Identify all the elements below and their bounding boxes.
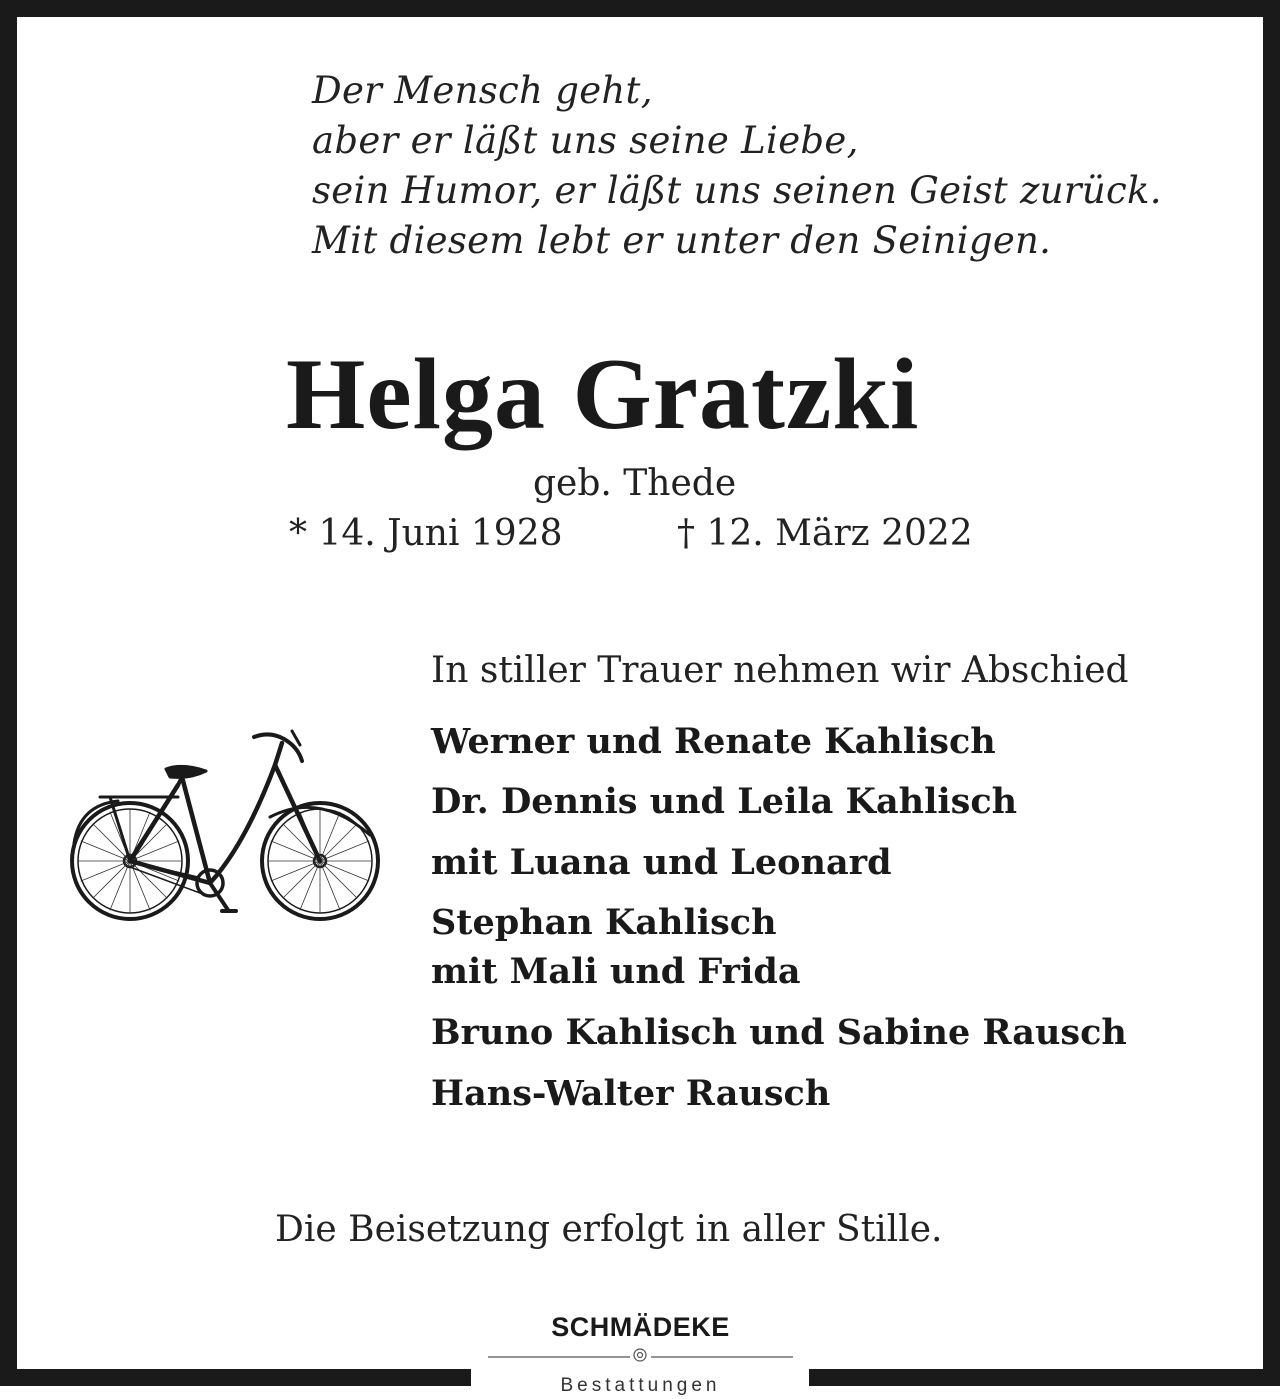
mourner-name: Werner und Renate Kahlisch xyxy=(431,721,996,762)
funeral-note: Die Beisetzung erfolgt in aller Stille. xyxy=(275,1209,943,1250)
deceased-name: Helga Gratzki xyxy=(286,338,920,451)
border-right xyxy=(1263,0,1280,1386)
poem-line: Der Mensch geht, xyxy=(312,69,653,112)
memorial-poem xyxy=(312,66,1162,266)
maiden-name: geb. Thede xyxy=(533,463,737,504)
death-date: † 12. März 2022 xyxy=(677,513,973,554)
mourner-name: Dr. Dennis und Leila Kahlisch xyxy=(431,781,1018,822)
mourner-name: Stephan Kahlisch xyxy=(431,902,777,943)
border-bottom-left xyxy=(0,1369,471,1386)
poem-line: aber er läßt uns seine Liebe, xyxy=(312,119,859,162)
funeral-home-subtitle: Bestattungen xyxy=(560,1375,721,1396)
poem-line: Mit diesem lebt er unter den Seinigen. xyxy=(312,219,1052,262)
mourner-name: Bruno Kahlisch und Sabine Rausch xyxy=(431,1012,1127,1053)
border-bottom-right xyxy=(809,1369,1280,1386)
border-left xyxy=(0,0,17,1386)
mourner-name: Hans-Walter Rausch xyxy=(431,1073,831,1114)
poem-line: sein Humor, er läßt uns seinen Geist zurück. xyxy=(312,169,1162,212)
birth-date: * 14. Juni 1928 xyxy=(289,513,563,554)
mourner-name: mit Luana und Leonard xyxy=(431,842,892,883)
funeral-home-ornament xyxy=(488,1345,793,1365)
border-top xyxy=(0,0,1280,17)
mourning-intro: In stiller Trauer nehmen wir Abschied xyxy=(431,650,1129,691)
bicycle-icon xyxy=(70,725,385,925)
funeral-home-name: SCHMÄDEKE xyxy=(551,1312,730,1342)
mourner-name: mit Mali und Frida xyxy=(431,951,801,992)
